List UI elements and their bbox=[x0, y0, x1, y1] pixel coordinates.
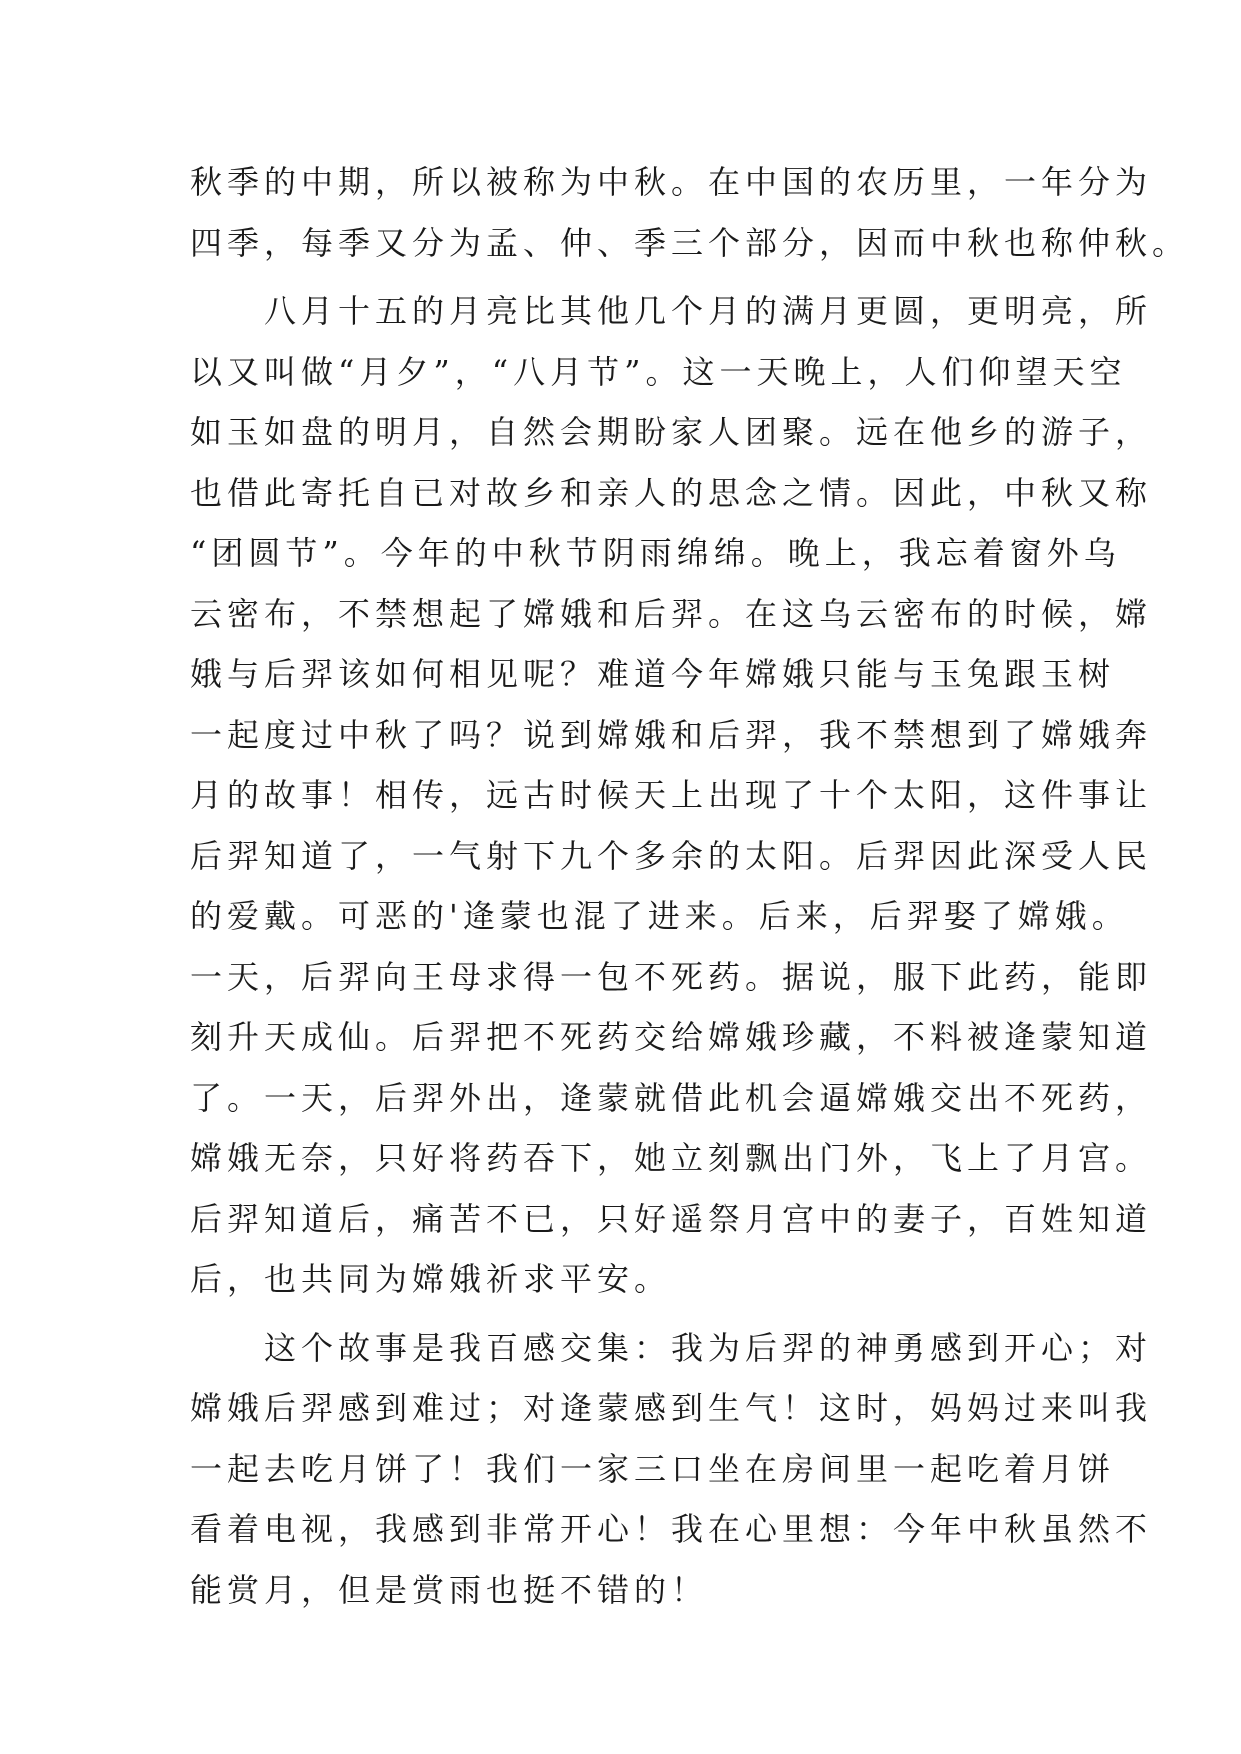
text-line: 四季，每季又分为孟、仲、季三个部分，因而中秋也称仲秋。 bbox=[190, 223, 1190, 262]
text-line: 秋季的中期，所以被称为中秋。在中国的农历里，一年分为 bbox=[190, 163, 1153, 201]
document-page bbox=[190, 152, 1190, 1620]
text-line: 嫦娥后羿感到难过；对逄蒙感到生气！这时，妈妈过来叫我 bbox=[190, 1389, 1153, 1427]
text-line: 嫦娥无奈，只好将药吞下，她立刻飘出门外，飞上了月宫。 bbox=[190, 1139, 1153, 1177]
text-line: “团圆节”。今年的中秋节阴雨绵绵。晚上，我忘着窗外乌 bbox=[190, 534, 1121, 572]
paragraph bbox=[190, 1318, 1153, 1621]
text-line: 的爱戴。可恶的'逄蒙也混了进来。后来，后羿娶了嫦娥。 bbox=[190, 897, 1129, 935]
text-line: 看着电视，我感到非常开心！我在心里想：今年中秋虽然不 bbox=[190, 1510, 1153, 1548]
text-line: 一天，后羿向王母求得一包不死药。据说，服下此药，能即 bbox=[190, 957, 1153, 996]
text-line: 如玉如盘的明月，自然会期盼家人团聚。远在他乡的游子， bbox=[190, 413, 1153, 451]
text-line: 月的故事！相传，远古时候天上出现了十个太阳，这件事让 bbox=[190, 776, 1153, 814]
text-line: 这个故事是我百感交集：我为后羿的神勇感到开心；对 bbox=[264, 1328, 1153, 1367]
text-line: 能赏月，但是赏雨也挺不错的！ bbox=[190, 1570, 709, 1609]
paragraph bbox=[190, 152, 1190, 273]
text-line: 一起去吃月饼了！我们一家三口坐在房间里一起吃着月饼 bbox=[190, 1449, 1116, 1488]
text-line: 后羿知道了，一气射下九个多余的太阳。后羿因此深受人民 bbox=[190, 836, 1153, 875]
text-line: 后羿知道后，痛苦不已，只好遥祭月宫中的妻子，百姓知道 bbox=[190, 1199, 1153, 1238]
text-line: 娥与后羿该如何相见呢？难道今年嫦娥只能与玉兔跟玉树 bbox=[190, 655, 1116, 693]
text-line: 后，也共同为嫦娥祈求平安。 bbox=[190, 1260, 672, 1298]
text-line: 了。一天，后羿外出，逄蒙就借此机会逼嫦娥交出不死药， bbox=[190, 1078, 1153, 1117]
text-line: 刻升天成仙。后羿把不死药交给嫦娥珍藏，不料被逄蒙知道 bbox=[190, 1018, 1153, 1056]
paragraph bbox=[190, 281, 1153, 1310]
text-line: 云密布，不禁想起了嫦娥和后羿。在这乌云密布的时候，嫦 bbox=[190, 594, 1153, 633]
text-line: 八月十五的月亮比其他几个月的满月更圆，更明亮，所 bbox=[264, 292, 1153, 330]
text-line: 也借此寄托自已对故乡和亲人的思念之情。因此，中秋又称 bbox=[190, 473, 1153, 512]
text-line: 以又叫做“月夕”，“八月节”。这一天晚上，人们仰望天空 bbox=[190, 352, 1127, 391]
text-line: 一起度过中秋了吗？说到嫦娥和后羿，我不禁想到了嫦娥奔 bbox=[190, 715, 1153, 754]
